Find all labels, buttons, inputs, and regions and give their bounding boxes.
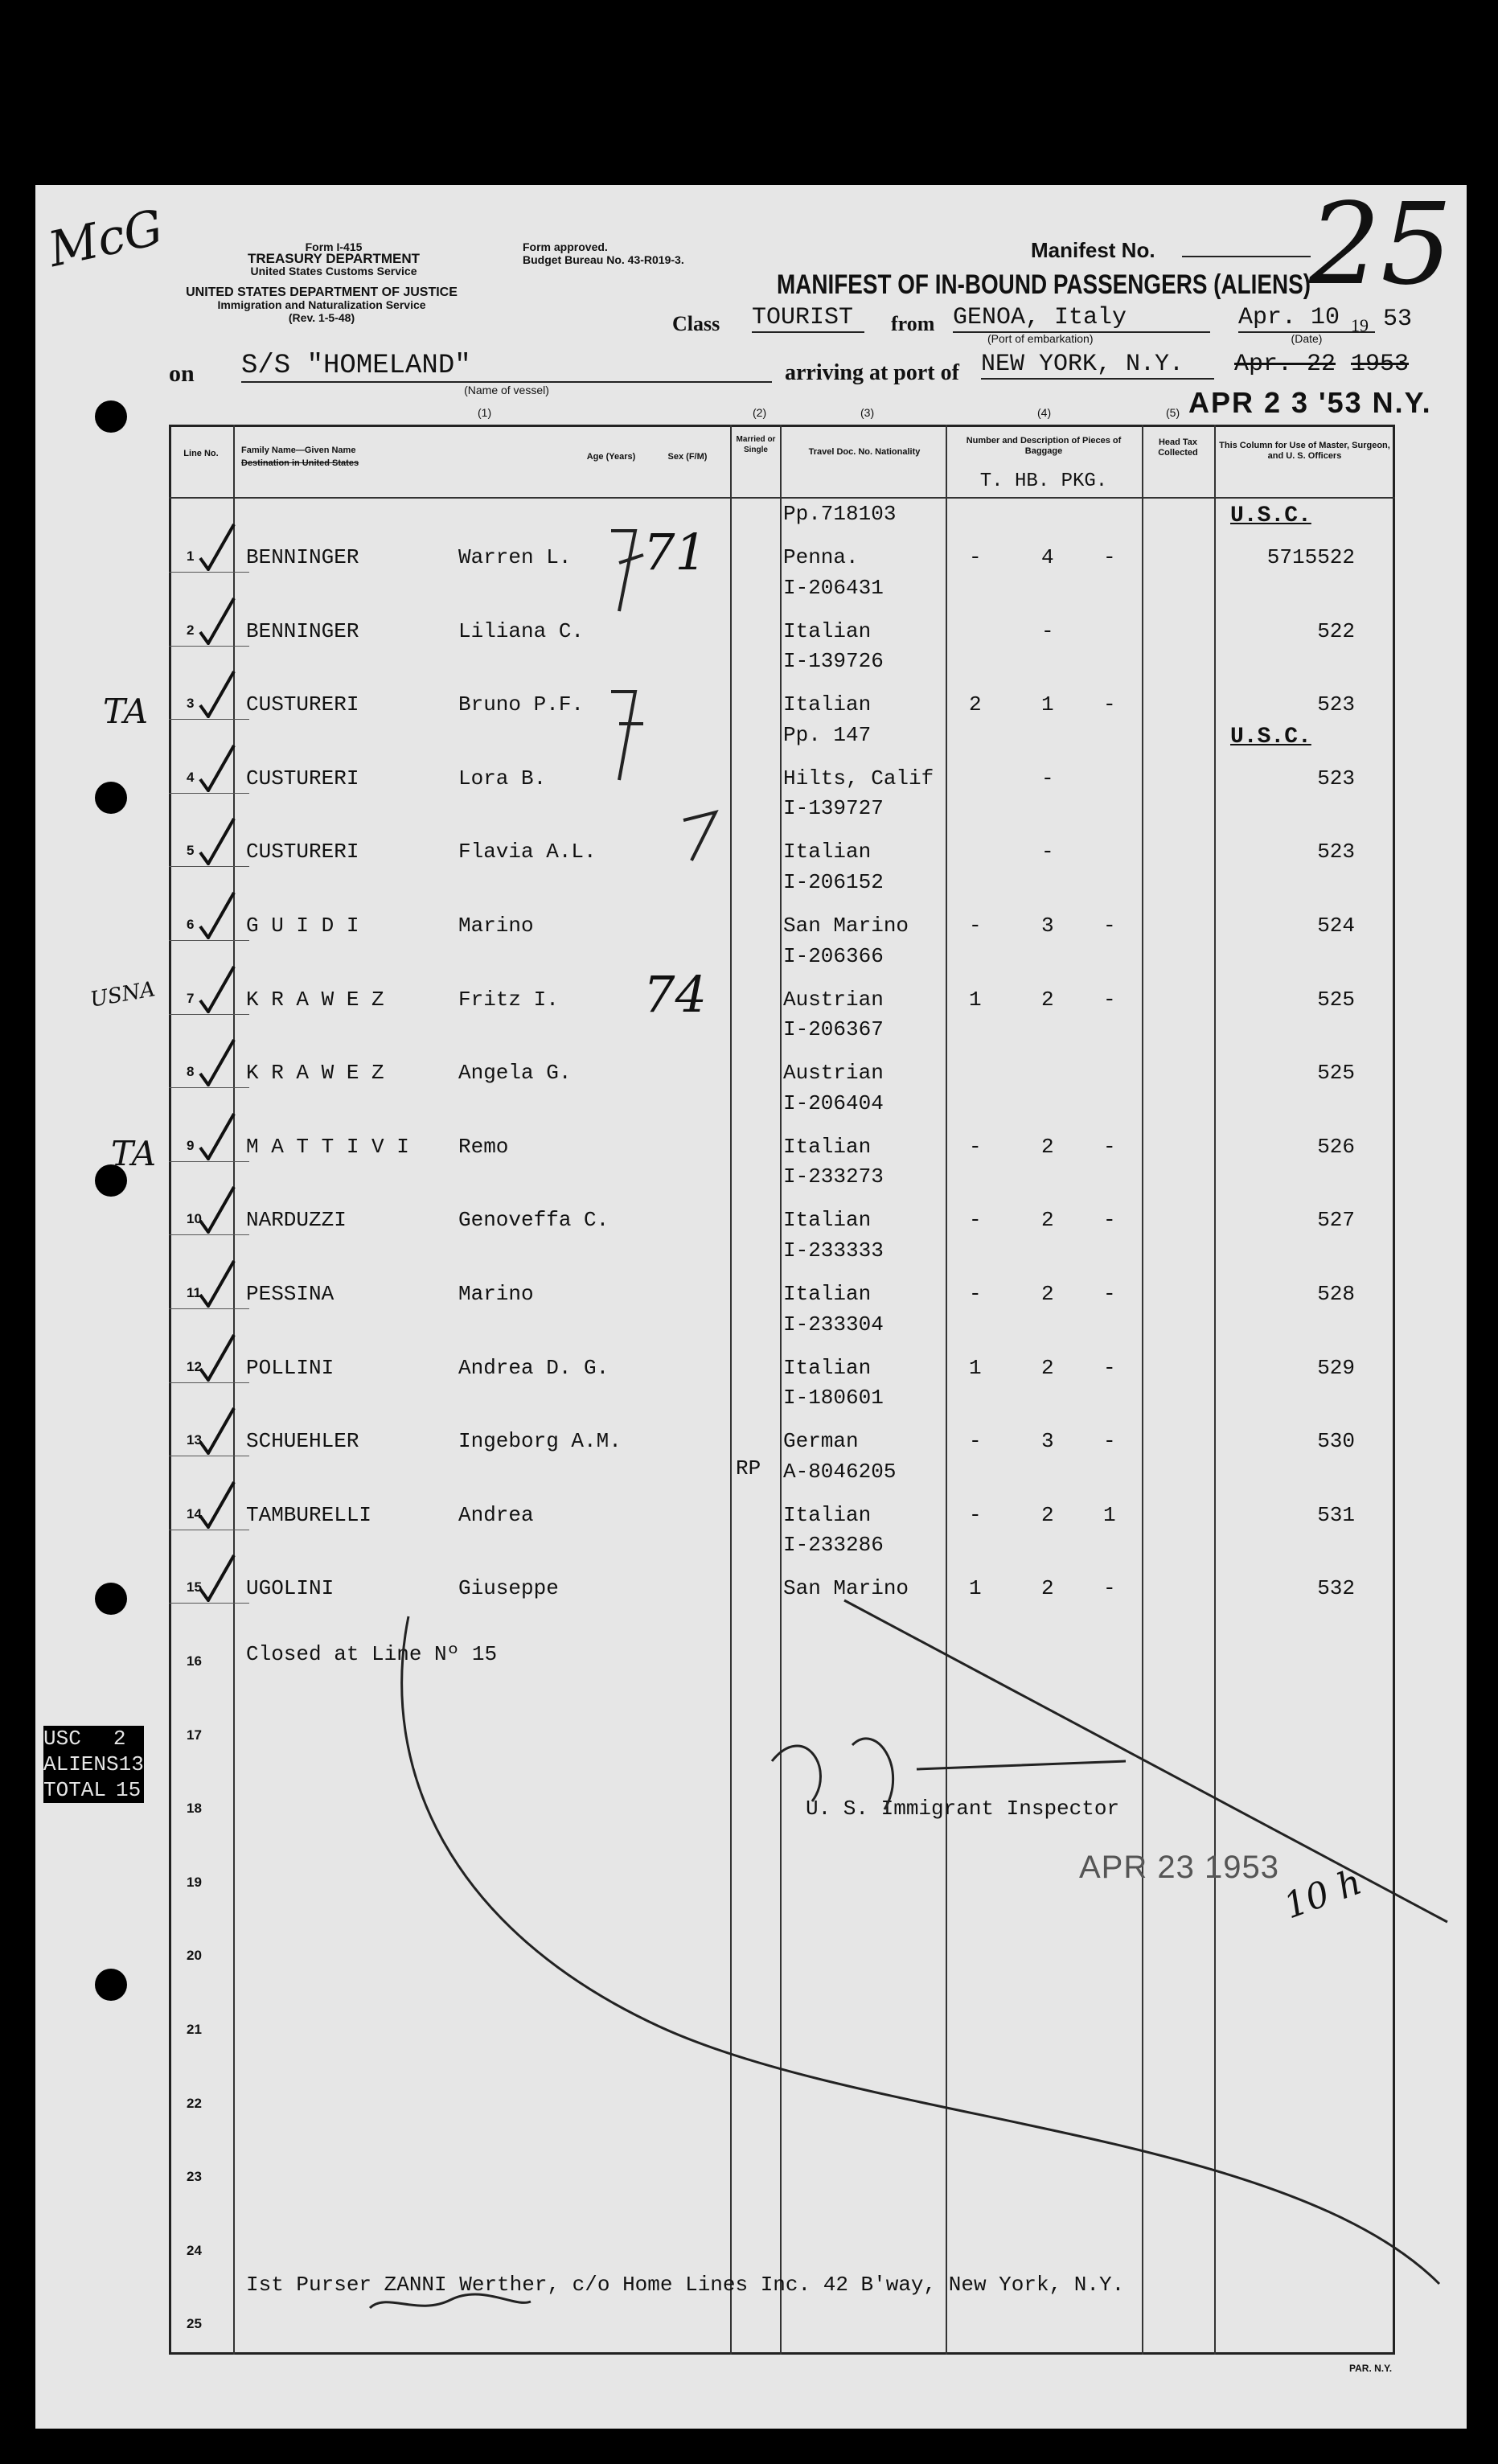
- col-head-tax: Head Tax Collected: [1158, 437, 1198, 458]
- baggage-count: -: [969, 1208, 982, 1233]
- officer-column-number: 524: [1317, 914, 1355, 938]
- arrival-stamp: APR 2 3 '53 N.Y.: [1188, 386, 1432, 419]
- usc-mark: U.S.C.: [1230, 724, 1311, 749]
- passenger-given-name: Fritz I.: [458, 987, 559, 1012]
- baggage-count: 1: [969, 1576, 982, 1601]
- col-baggage-sub: T. HB. PKG.: [979, 470, 1108, 492]
- officer-column-number: 523: [1317, 692, 1355, 717]
- budget-bureau: Budget Bureau No. 43-R019-3.: [523, 253, 684, 266]
- justice-dept: UNITED STATES DEPARTMENT OF JUSTICE: [186, 285, 458, 299]
- nationality: Italian: [783, 692, 872, 717]
- arrival-port: NEW YORK, N.Y.: [981, 351, 1214, 380]
- baggage-count: 2: [1041, 1282, 1054, 1306]
- inspector-stamp: APR 23 1953: [1079, 1850, 1279, 1885]
- margin-initials: McG: [43, 199, 168, 279]
- arrival-date: Apr. 22: [1234, 351, 1336, 378]
- officer-column-number: 522: [1317, 618, 1355, 643]
- travel-doc-number: I-233333: [783, 1238, 884, 1263]
- bracket-mark: [611, 692, 643, 780]
- passenger-surname: BENNINGER: [246, 545, 359, 569]
- nationality: German: [783, 1429, 859, 1454]
- travel-doc-number: I-206367: [783, 1017, 884, 1042]
- baggage-count: -: [1103, 1429, 1116, 1454]
- passenger-surname: UGOLINI: [246, 1576, 334, 1601]
- col-travel-doc: Travel Doc. No. Nationality: [808, 447, 921, 457]
- totals-total: TOTAL 15: [43, 1778, 142, 1802]
- passenger-given-name: Bruno P.F.: [458, 692, 585, 717]
- inspector-caption: U. S. Immigrant Inspector: [806, 1797, 1120, 1821]
- passenger-given-name: Lora B.: [458, 766, 547, 791]
- nationality: Italian: [783, 1208, 872, 1233]
- nationality: Penna.: [783, 545, 859, 569]
- line-number: 3: [187, 696, 195, 712]
- from-value: GENOA, Italy: [953, 304, 1210, 333]
- usc-mark: U.S.C.: [1230, 503, 1311, 528]
- manifest-number: 25: [1309, 179, 1453, 310]
- from-label: from: [891, 312, 935, 335]
- baggage-count: -: [969, 1429, 982, 1454]
- passenger-given-name: Giuseppe: [458, 1576, 559, 1601]
- manifest-title: MANIFEST OF IN-BOUND PASSENGERS (ALIENS): [777, 269, 1311, 300]
- baggage-count: -: [1041, 766, 1054, 791]
- passenger-given-name: Andrea: [458, 1502, 534, 1527]
- line-number: 19: [187, 1874, 202, 1890]
- passenger-surname: BENNINGER: [246, 618, 359, 643]
- officer-column-number: 530: [1317, 1429, 1355, 1454]
- column-number: (2): [753, 406, 767, 419]
- closed-note: Closed at Line Nº 15: [246, 1642, 498, 1666]
- travel-doc-number: I-233286: [783, 1533, 884, 1558]
- line-number: 1: [187, 548, 195, 564]
- travel-doc-number: I-206366: [783, 943, 884, 968]
- baggage-count: 2: [969, 692, 982, 717]
- line-number: 23: [187, 2169, 202, 2185]
- line-number: 12: [187, 1358, 202, 1374]
- column-number: (4): [1037, 406, 1052, 419]
- col-family-name: Family Name—Given Name: [241, 446, 356, 455]
- line-number: 6: [187, 917, 195, 932]
- nationality: Austrian: [783, 1061, 884, 1086]
- class-label: Class: [672, 312, 720, 335]
- baggage-count: -: [1041, 840, 1054, 864]
- on-label: on: [169, 360, 195, 387]
- nationality: Italian: [783, 840, 872, 864]
- time-note: 10 h: [1278, 1861, 1368, 1928]
- travel-doc-number: I-206404: [783, 1090, 884, 1115]
- line-number: 5: [187, 843, 195, 859]
- line-number: 16: [187, 1653, 202, 1669]
- column-number: (1): [478, 406, 492, 419]
- col-destination: Destination in United States: [241, 458, 359, 468]
- baggage-count: 2: [1041, 987, 1054, 1012]
- baggage-count: -: [969, 1502, 982, 1527]
- travel-doc-number: A-8046205: [783, 1459, 897, 1484]
- passenger-surname: CUSTURERI: [246, 766, 359, 791]
- baggage-count: -: [1103, 1208, 1116, 1233]
- col-baggage: Number and Description of Pieces of Baggage: [966, 436, 1122, 456]
- nationality: Italian: [783, 1502, 872, 1527]
- inspector-signature: [772, 1739, 1126, 1809]
- passenger-surname: G U I D I: [246, 914, 359, 938]
- baggage-count: 1: [1103, 1502, 1116, 1527]
- baggage-count: 3: [1041, 914, 1054, 938]
- passenger-given-name: Genoveffa C.: [458, 1208, 609, 1233]
- officer-column-number: 526: [1317, 1134, 1355, 1159]
- baggage-count: -: [969, 914, 982, 938]
- date-caption: (Date): [1291, 332, 1323, 345]
- passenger-surname: CUSTURERI: [246, 692, 359, 717]
- line-number: 8: [187, 1064, 195, 1080]
- totals-aliens: ALIENS13: [43, 1752, 144, 1776]
- totals-usc: USC 2: [43, 1727, 126, 1751]
- year-value: 53: [1383, 306, 1413, 333]
- customs-service: United States Customs Service: [250, 265, 417, 277]
- passenger-surname: K R A W E Z: [246, 987, 384, 1012]
- purser-line: Ist Purser ZANNI Werther, c/o Home Lines Inc. 42 B'way, New York, N.Y.: [246, 2273, 1125, 2297]
- baggage-count: 2: [1041, 1355, 1054, 1380]
- col-sex: Sex (F/M): [667, 452, 708, 462]
- nationality: Austrian: [783, 987, 884, 1012]
- passenger-surname: NARDUZZI: [246, 1208, 347, 1233]
- baggage-count: 1: [969, 987, 982, 1012]
- line-number: 13: [187, 1432, 202, 1448]
- passenger-given-name: Remo: [458, 1134, 509, 1159]
- nationality: San Marino: [783, 1576, 909, 1601]
- nationality: San Marino: [783, 914, 909, 938]
- totals-box: [43, 1726, 144, 1803]
- officer-column-number: 523: [1317, 766, 1355, 791]
- passenger-surname: M A T T I V I: [246, 1134, 409, 1159]
- nationality: Italian: [783, 1134, 872, 1159]
- baggage-count: 2: [1041, 1134, 1054, 1159]
- line-number: 4: [187, 769, 195, 785]
- passenger-surname: K R A W E Z: [246, 1061, 384, 1086]
- baggage-count: -: [1103, 545, 1116, 569]
- strike-line: [844, 1600, 1447, 1922]
- baggage-count: -: [969, 1134, 982, 1159]
- officer-column-number: 525: [1317, 987, 1355, 1012]
- baggage-count: 1: [1041, 692, 1054, 717]
- arrival-year: 1953: [1351, 351, 1410, 378]
- officer-column-number: 523: [1317, 840, 1355, 864]
- col-officers: This Column for Use of Master, Surgeon, and U. S. Officers: [1219, 441, 1390, 461]
- line-number: 11: [187, 1285, 201, 1300]
- officer-column-number: 527: [1317, 1208, 1355, 1233]
- purser-signature: [370, 2294, 531, 2308]
- line-number: 7: [187, 990, 195, 1006]
- signature-mark: [683, 812, 716, 860]
- col-married: Married or Single: [736, 435, 776, 454]
- nationality: Italian: [783, 1282, 872, 1306]
- nationality: Hilts, Calif: [783, 766, 934, 791]
- treasury-dept: TREASURY DEPARTMENT: [247, 251, 421, 266]
- date-value: Apr. 10: [1238, 304, 1375, 333]
- line-number: 9: [187, 1137, 195, 1153]
- officer-column-number: 5715522: [1266, 545, 1355, 569]
- travel-doc-number: I-206152: [783, 870, 884, 894]
- passenger-surname: SCHUEHLER: [246, 1429, 359, 1454]
- baggage-count: -: [1103, 1576, 1116, 1601]
- baggage-count: 1: [969, 1355, 982, 1380]
- line-number: 25: [187, 2316, 202, 2332]
- margin-mark: TA: [111, 1134, 157, 1173]
- baggage-count: -: [1103, 987, 1116, 1012]
- baggage-count: 2: [1041, 1502, 1054, 1527]
- baggage-count: -: [1041, 618, 1054, 643]
- travel-doc-number: Pp. 147: [783, 722, 872, 747]
- baggage-count: -: [969, 1282, 982, 1306]
- manifest-no-label: Manifest No.: [1031, 238, 1155, 262]
- travel-doc-number: Pp.718103: [783, 502, 897, 526]
- travel-doc-number: I-139727: [783, 796, 884, 821]
- form-number: Form I-415: [305, 240, 363, 253]
- passenger-given-name: Andrea D. G.: [458, 1355, 609, 1380]
- baggage-count: 4: [1041, 545, 1054, 569]
- arriving-label: arriving at port of: [785, 360, 959, 385]
- nationality: Italian: [783, 618, 872, 643]
- margin-mark: TA: [103, 692, 149, 731]
- vessel-name: S/S "HOMELAND": [241, 351, 772, 383]
- baggage-count: -: [1103, 1282, 1116, 1306]
- passenger-surname: POLLINI: [246, 1355, 334, 1380]
- corner-mark: PAR. N.Y.: [1349, 2363, 1393, 2374]
- line-number: 14: [187, 1505, 202, 1522]
- baggage-count: -: [1103, 914, 1116, 938]
- travel-doc-number: I-139726: [783, 649, 884, 674]
- marital-status: RP: [736, 1456, 761, 1480]
- diagonal-strike-line: [402, 1616, 1439, 2284]
- class-value: TOURIST: [752, 304, 864, 333]
- vessel-caption: (Name of vessel): [464, 384, 549, 396]
- baggage-count: -: [1103, 692, 1116, 717]
- baggage-count: -: [969, 545, 982, 569]
- line-number: 20: [187, 1948, 202, 1964]
- line-number: 10: [187, 1211, 202, 1227]
- passenger-given-name: Flavia A.L.: [458, 840, 597, 864]
- baggage-count: 2: [1041, 1576, 1054, 1601]
- baggage-count: 2: [1041, 1208, 1054, 1233]
- line-number: 15: [187, 1579, 202, 1595]
- line-number: 21: [187, 2022, 202, 2037]
- passenger-given-name: Ingeborg A.M.: [458, 1429, 622, 1454]
- margin-mark: USNA: [88, 977, 158, 1012]
- passenger-given-name: Liliana C.: [458, 618, 585, 643]
- travel-doc-number: I-180601: [783, 1386, 884, 1411]
- baggage-count: -: [1103, 1355, 1116, 1380]
- travel-doc-number: I-206431: [783, 575, 884, 600]
- column-number: (3): [860, 406, 875, 419]
- line-number: 17: [187, 1727, 202, 1743]
- line-number: 2: [187, 622, 195, 638]
- column-number: (5): [1166, 406, 1180, 419]
- travel-doc-number: I-233304: [783, 1312, 884, 1337]
- officer-column-number: 529: [1317, 1355, 1355, 1380]
- nationality: Italian: [783, 1355, 872, 1380]
- passenger-given-name: Angela G.: [458, 1061, 572, 1086]
- line-number: 24: [187, 2242, 202, 2258]
- ins-service: Immigration and Naturalization Service: [217, 298, 426, 311]
- port-embark-caption: (Port of embarkation): [987, 332, 1094, 345]
- bracket-mark: [611, 531, 643, 611]
- col-line-no: Line No.: [183, 449, 219, 458]
- officer-column-number: 531: [1317, 1502, 1355, 1527]
- line-number: 22: [187, 2095, 202, 2111]
- passenger-given-name: Marino: [458, 1282, 534, 1306]
- baggage-count: -: [1103, 1134, 1116, 1159]
- officer-column-number: 525: [1317, 1061, 1355, 1086]
- passenger-given-name: Marino: [458, 914, 534, 938]
- line-number: 18: [187, 1801, 202, 1817]
- passenger-surname: CUSTURERI: [246, 840, 359, 864]
- year-prefix: 19: [1351, 315, 1369, 335]
- passenger-given-name: Warren L.: [458, 545, 572, 569]
- officer-column-number: 528: [1317, 1282, 1355, 1306]
- baggage-count: 3: [1041, 1429, 1054, 1454]
- passenger-surname: TAMBURELLI: [246, 1502, 372, 1527]
- officer-column-number: 532: [1317, 1576, 1355, 1601]
- handwritten-age: 74: [643, 965, 707, 1024]
- col-age: Age (Years): [586, 452, 636, 462]
- travel-doc-number: I-233273: [783, 1164, 884, 1189]
- form-approved: Form approved.: [523, 240, 608, 253]
- passenger-surname: PESSINA: [246, 1282, 334, 1306]
- handwritten-age: 71: [643, 523, 707, 581]
- revision: (Rev. 1-5-48): [288, 311, 355, 324]
